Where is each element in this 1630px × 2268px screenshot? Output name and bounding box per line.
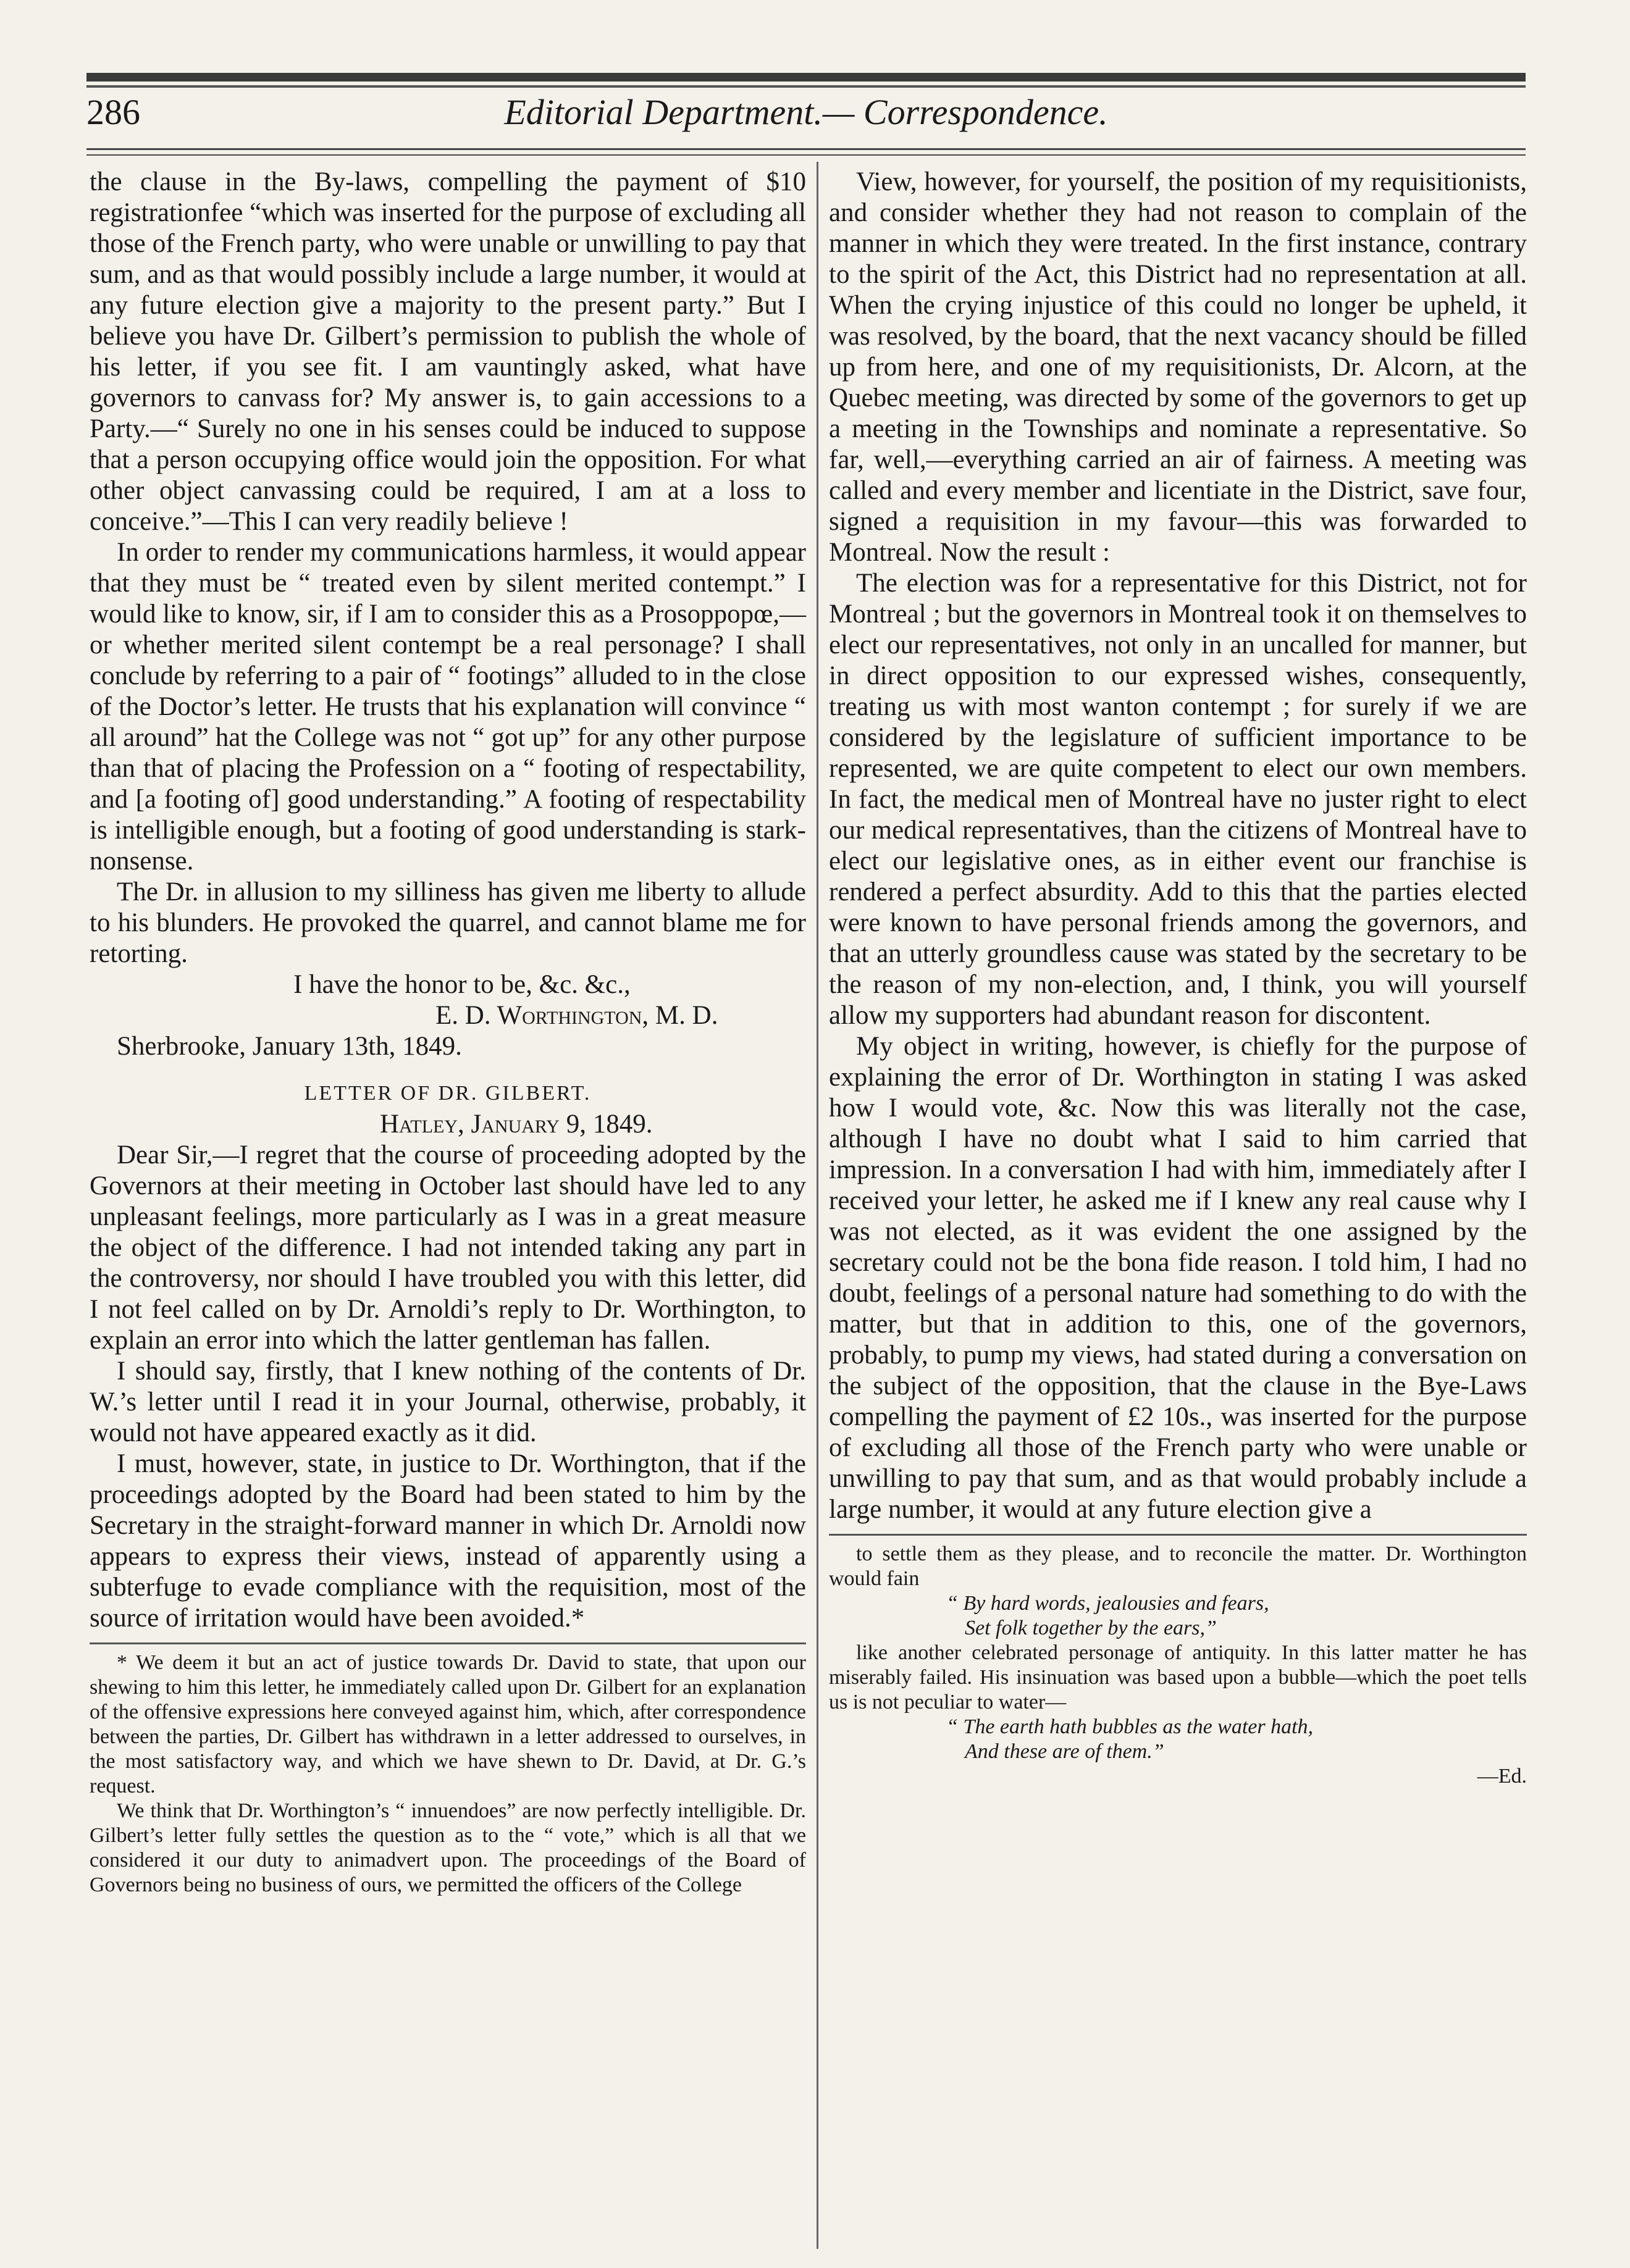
paragraph: I must, however, state, in justice to Dr. Worthington, that if the proceedings adopted by the Board had been stated to him by the Secretary in the straight-forward manner in which Dr. Arnoldi now appears to express their views, instead of apparently using a subterfuge to evade compliance with the requisition, most of the source of irritation would have been avoided.* xyxy=(90,1449,806,1633)
column-divider xyxy=(817,162,818,2249)
top-border-rule xyxy=(86,73,1526,82)
verse-line: “ By hard words, jealousies and fears, xyxy=(946,1592,1269,1615)
footnote-rule xyxy=(829,1534,1527,1536)
page-number: 286 xyxy=(86,92,140,132)
footnote: * We deem it but an act of justice towards Dr. David to state, that upon our shewing to him this letter, he immediately called upon Dr. Gilbert for an explanation of the offensive expressions here conveyed against him, which, after correspondence between the parties, Dr. Gilbert has withdrawn in a letter addressed to ourselves, in the most satisfactory way, and which we have shewn to Dr. David, at Dr. G.’s request. xyxy=(90,1651,806,1797)
top-border-rule-thin xyxy=(86,85,1526,88)
paragraph: Dear Sir,—I regret that the course of proceeding adopted by the Governors at their meeting in October last should have led to any unpleasant feelings, more particularly as I was in a great measure the object of the difference. I had not intended taking any part in the controversy, nor should I have troubled you with this letter, did I not feel called on by Dr. Arnoldi’s reply to Dr. Worthington, to explain an error into which the latter gentleman has fallen. xyxy=(90,1140,806,1355)
letter-heading: LETTER OF DR. GILBERT. xyxy=(304,1082,592,1105)
paragraph: My object in writing, however, is chiefly for the purpose of explaining the error of Dr. Worthington in stating I was asked how I would vote, &c. Now this was literally not the case, although I have no doubt what I said to him carried that impression. In a conversation I had with him, immediately after I received your letter, he asked me if I knew any real cause why I was not elected, as it was evident the one assigned by the secretary could not be the bona fide reason. I told him, I had no doubt, feelings of a personal nature had something to do with the matter, but that in addition to this, one of the governors, probably, to pump my views, had stated during a conversation on the subject of the opposition, that the clause in the Bye-Laws compelling the payment of £2 10s., was inserted for the purpose of excluding all those of the French party who were unable or unwilling to pay that sum, and as that would probably include a large number, it would at any future election give a xyxy=(829,1032,1527,1524)
paragraph: the clause in the By-laws, compelling the payment of $10 registrationfee “which was inserted for the purpose of excluding all those of the French party, who were unable or unwilling to pay that sum, and as that would possibly include a large number, it would at any future election give a majority to the present party.” But I believe you have Dr. Gilbert’s permission to publish the whole of his letter, if you see fit. I am vauntingly asked, what have governors to canvass for? My answer is, to gain accessions to a Party.—“ Surely no one in his senses could be induced to suppose that a person occupying office would join the opposition. For what other object canvassing could be required, I am at a loss to conceive.”—This I can very readily believe ! xyxy=(90,167,806,536)
letter-place-date: Sherbrooke, January 13th, 1849. xyxy=(117,1032,462,1061)
paragraph: The Dr. in allusion to my silliness has given me liberty to allude to his blunders. He provoked the quarrel, and cannot blame me for retorting. xyxy=(90,877,806,968)
paragraph: In order to render my communications harmless, it would appear that they must be “ treated even by silent merited contempt.” I would like to know, sir, if I am to consider this as a Prosoppopœ,—or whether merited silent contempt be a real personage? I shall conclude by referring to a pair of “ footings” alluded to in the close of the Doctor’s letter. He trusts that his explanation will convince “ all around” hat the College was not “ got up” for any other purpose than that of placing the Profession on a “ footing of respectability, and [a footing of] good understanding.” A footing of respectability is intelligible enough, but a footing of good understanding is stark-nonsense. xyxy=(90,538,806,876)
verse-line: Set folk together by the ears,” xyxy=(965,1617,1217,1639)
letter-closing: I have the honor to be, &c. &c., xyxy=(293,970,631,999)
footnote: to settle them as they please, and to reconcile the matter. Dr. Worthington would fain xyxy=(829,1542,1527,1590)
right-column xyxy=(829,167,1527,1789)
letter-signature: E. D. Worthington, M. D. xyxy=(435,1001,718,1030)
running-head: Editorial Department.— Correspondence. xyxy=(504,92,1108,132)
footnote: like another celebrated personage of antiquity. In this latter matter he has miserably failed. His insinuation was based upon a bubble—which the poet tells us is not peculiar to water— xyxy=(829,1641,1527,1714)
footnote-rule xyxy=(90,1642,806,1644)
paragraph: I should say, firstly, that I knew nothing of the contents of Dr. W.’s letter until I read it in your Journal, otherwise, probably, it would not have appeared exactly as it did. xyxy=(90,1357,806,1447)
editor-signature: —Ed. xyxy=(1477,1765,1527,1788)
footnote: We think that Dr. Worthington’s “ innuendoes” are now perfectly intelligible. Dr. Gilbert’s letter fully settles the question as to the “ vote,” which is all that we considered it our duty to animadvert upon. The proceedings of the Board of Governors being no business of ours, we permitted the officers of the College xyxy=(90,1799,806,1896)
verse-line: “ The earth hath bubbles as the water hath, xyxy=(946,1715,1314,1738)
left-column xyxy=(90,167,806,1898)
header-rule-thin xyxy=(86,154,1526,156)
page-header xyxy=(86,91,1526,147)
verse-line: And these are of them.” xyxy=(965,1740,1164,1763)
paragraph: The election was for a representative for this District, not for Montreal ; but the governors in Montreal took it on themselves to elect our representatives, not only in an uncalled for manner, but in direct opposition to our expressed wishes, consequently, treating us with most wanton contempt ; for surely if we are considered by the legislature of sufficient importance to be represented, we are quite competent to elect our own members. In fact, the medical men of Montreal have no juster right to elect our medical representatives, than the citizens of Montreal have to elect our legislative ones, as in either event our franchise is rendered a perfect absurdity. Add to this that the parties elected were known to have personal friends among the governors, and that an utterly groundless cause was stated by the secretary to be the reason of my non-election, and, I think, you will yourself allow my supporters had abundant reason for discontent. xyxy=(829,569,1527,1030)
paragraph: View, however, for yourself, the position of my requisitionists, and consider whether they had not reason to complain of the manner in which they were treated. In the first instance, contrary to the spirit of the Act, this District had no representation at all. When the crying injustice of this could no longer be upheld, it was resolved, by the board, that the next vacancy should be filled up from here, and one of my requisitionists, Dr. Alcorn, at the Quebec meeting, was directed by some of the governors to get up a meeting in the Townships and nominate a representative. So far, well,—everything carried an air of fairness. A meeting was called and every member and licentiate in the District, save four, signed a requisition in my favour—this was forwarded to Montreal. Now the result : xyxy=(829,167,1527,567)
header-rule xyxy=(86,148,1526,150)
letter-date: Hatley, January 9, 1849. xyxy=(380,1110,653,1139)
